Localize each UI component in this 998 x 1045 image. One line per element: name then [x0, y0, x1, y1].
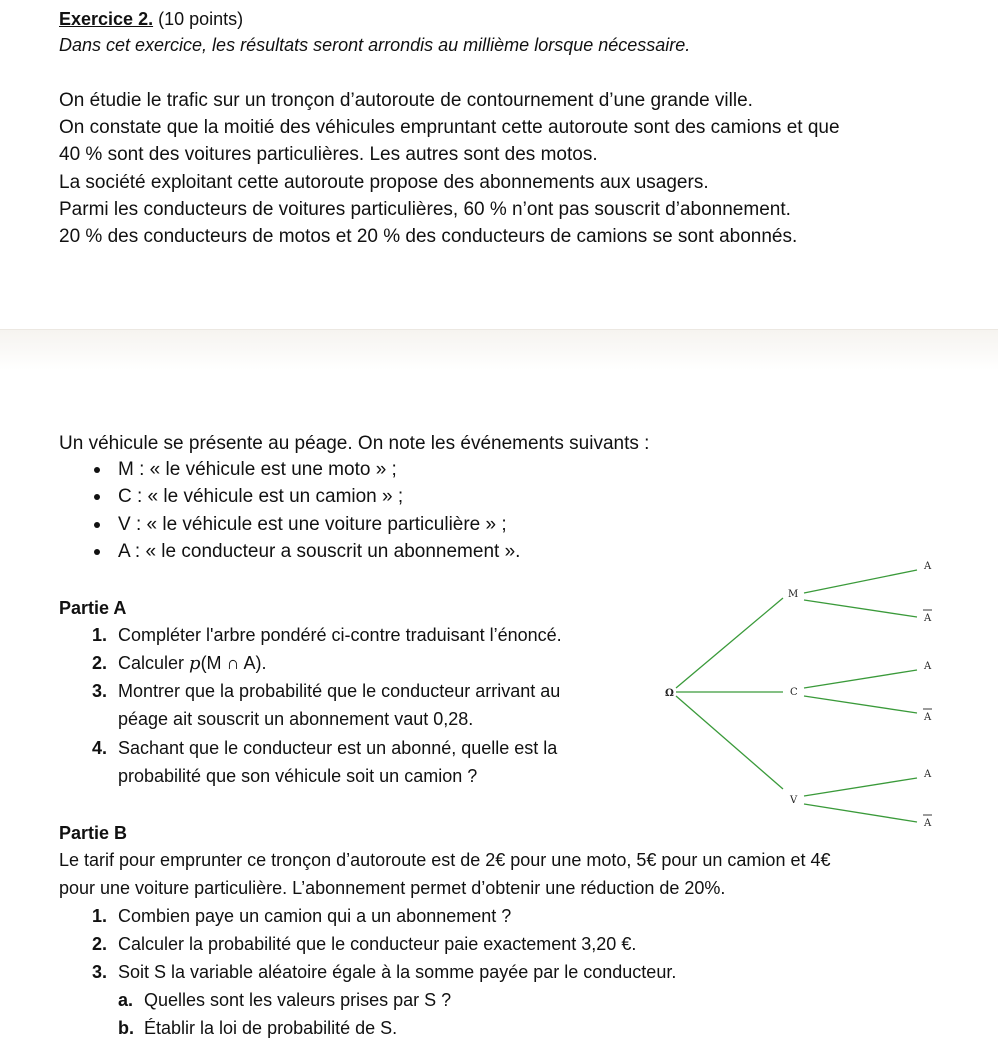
- tree-leaf-a: A: [924, 561, 932, 572]
- branch-c-a: [804, 670, 917, 688]
- part-b-question-1: Combien paye un camion qui a un abonnement ?: [118, 906, 512, 926]
- tree-root-label: Ω: [665, 688, 674, 699]
- part-a-question-3-line-1: Montrer que la probabilité que le conducteur arrivant au: [118, 681, 561, 701]
- part-b-title: Partie B: [59, 823, 128, 843]
- part-b-question-3b: Établir la loi de probabilité de S.: [144, 1018, 398, 1038]
- part-b-question-3a: Quelles sont les valeurs prises par S ?: [144, 990, 452, 1010]
- part-b-intro-line-1: Le tarif pour emprunter ce tronçon d’autoroute est de 2€ pour une moto, 5€ pour un camion et 4€: [59, 850, 831, 870]
- part-a-question-4-line-2: probabilité que son véhicule soit un camion ?: [118, 766, 478, 786]
- tree-leaf-not-a: A: [924, 712, 932, 723]
- intro-line: On étudie le trafic sur un tronçon d’autoroute de contournement d’une grande ville.: [59, 90, 753, 111]
- part-b-intro-line-2: pour une voiture particulière. L’abonnement permet d’obtenir une réduction de 20%.: [59, 878, 726, 898]
- branch-m-not-a: [804, 600, 917, 617]
- branch-omega-v: [676, 696, 783, 789]
- tree-node-v: V: [790, 795, 798, 806]
- tree-node-m: M: [788, 589, 799, 600]
- branch-c-not-a: [804, 696, 917, 713]
- exercise-title: Exercice 2.: [59, 9, 154, 29]
- tree-leaf-not-a: A: [924, 613, 932, 624]
- question-number: 2.: [92, 934, 108, 954]
- question-number: 1.: [92, 906, 108, 926]
- branch-m-a: [804, 570, 917, 593]
- intro-line: La société exploitant cette autoroute propose des abonnements aux usagers.: [59, 172, 709, 193]
- event-item-m: M : « le véhicule est une moto » ;: [118, 459, 397, 480]
- part-a-question-4-line-1: Sachant que le conducteur est un abonné, quelle est la: [118, 738, 558, 758]
- tree-node-c: C: [790, 687, 798, 698]
- q2-prefix: Calculer: [118, 653, 190, 673]
- part-a-title: Partie A: [59, 598, 127, 618]
- question-number: 2.: [92, 653, 108, 673]
- question-number: 4.: [92, 738, 108, 758]
- branch-v-a: [804, 778, 917, 796]
- intro-line: On constate que la moitié des véhicules empruntant cette autoroute sont des camions et que: [59, 117, 840, 138]
- tree-leaf-a: A: [924, 769, 932, 780]
- subquestion-letter: b.: [118, 1018, 134, 1038]
- q2-suffix: (M ∩ A).: [200, 653, 267, 673]
- exercise-points: (10 points): [158, 9, 244, 29]
- events-intro: Un véhicule se présente au péage. On note les événements suivants :: [59, 433, 650, 454]
- part-a-question-1: Compléter l'arbre pondéré ci-contre traduisant l’énoncé.: [118, 625, 562, 645]
- rounding-instruction: Dans cet exercice, les résultats seront arrondis au millième lorsque nécessaire.: [59, 35, 691, 55]
- intro-line: 20 % des conducteurs de motos et 20 % des conducteurs de camions se sont abonnés.: [59, 226, 798, 247]
- branch-v-not-a: [804, 804, 917, 822]
- subquestion-letter: a.: [118, 990, 134, 1010]
- event-item-v: V : « le véhicule est une voiture particulière » ;: [118, 514, 507, 535]
- tree-leaf-not-a: A: [924, 818, 932, 829]
- part-b-question-2: Calculer la probabilité que le conducteur paie exactement 3,20 €.: [118, 934, 637, 954]
- event-item-a: A : « le conducteur a souscrit un abonnement ».: [118, 541, 521, 562]
- intro-line: 40 % sont des voitures particulières. Les autres sont des motos.: [59, 144, 598, 165]
- part-b-question-3: Soit S la variable aléatoire égale à la somme payée par le conducteur.: [118, 962, 677, 982]
- part-a-question-3-line-2: péage ait souscrit un abonnement vaut 0,28.: [118, 709, 474, 729]
- q2-probability-symbol: p: [189, 653, 201, 674]
- question-number: 1.: [92, 625, 108, 645]
- intro-line: Parmi les conducteurs de voitures particulières, 60 % n’ont pas souscrit d’abonnement.: [59, 199, 791, 220]
- event-item-c: C : « le véhicule est un camion » ;: [118, 486, 404, 507]
- question-number: 3.: [92, 962, 108, 982]
- tree-leaf-a: A: [924, 661, 932, 672]
- branch-omega-m: [676, 598, 783, 688]
- question-number: 3.: [92, 681, 108, 701]
